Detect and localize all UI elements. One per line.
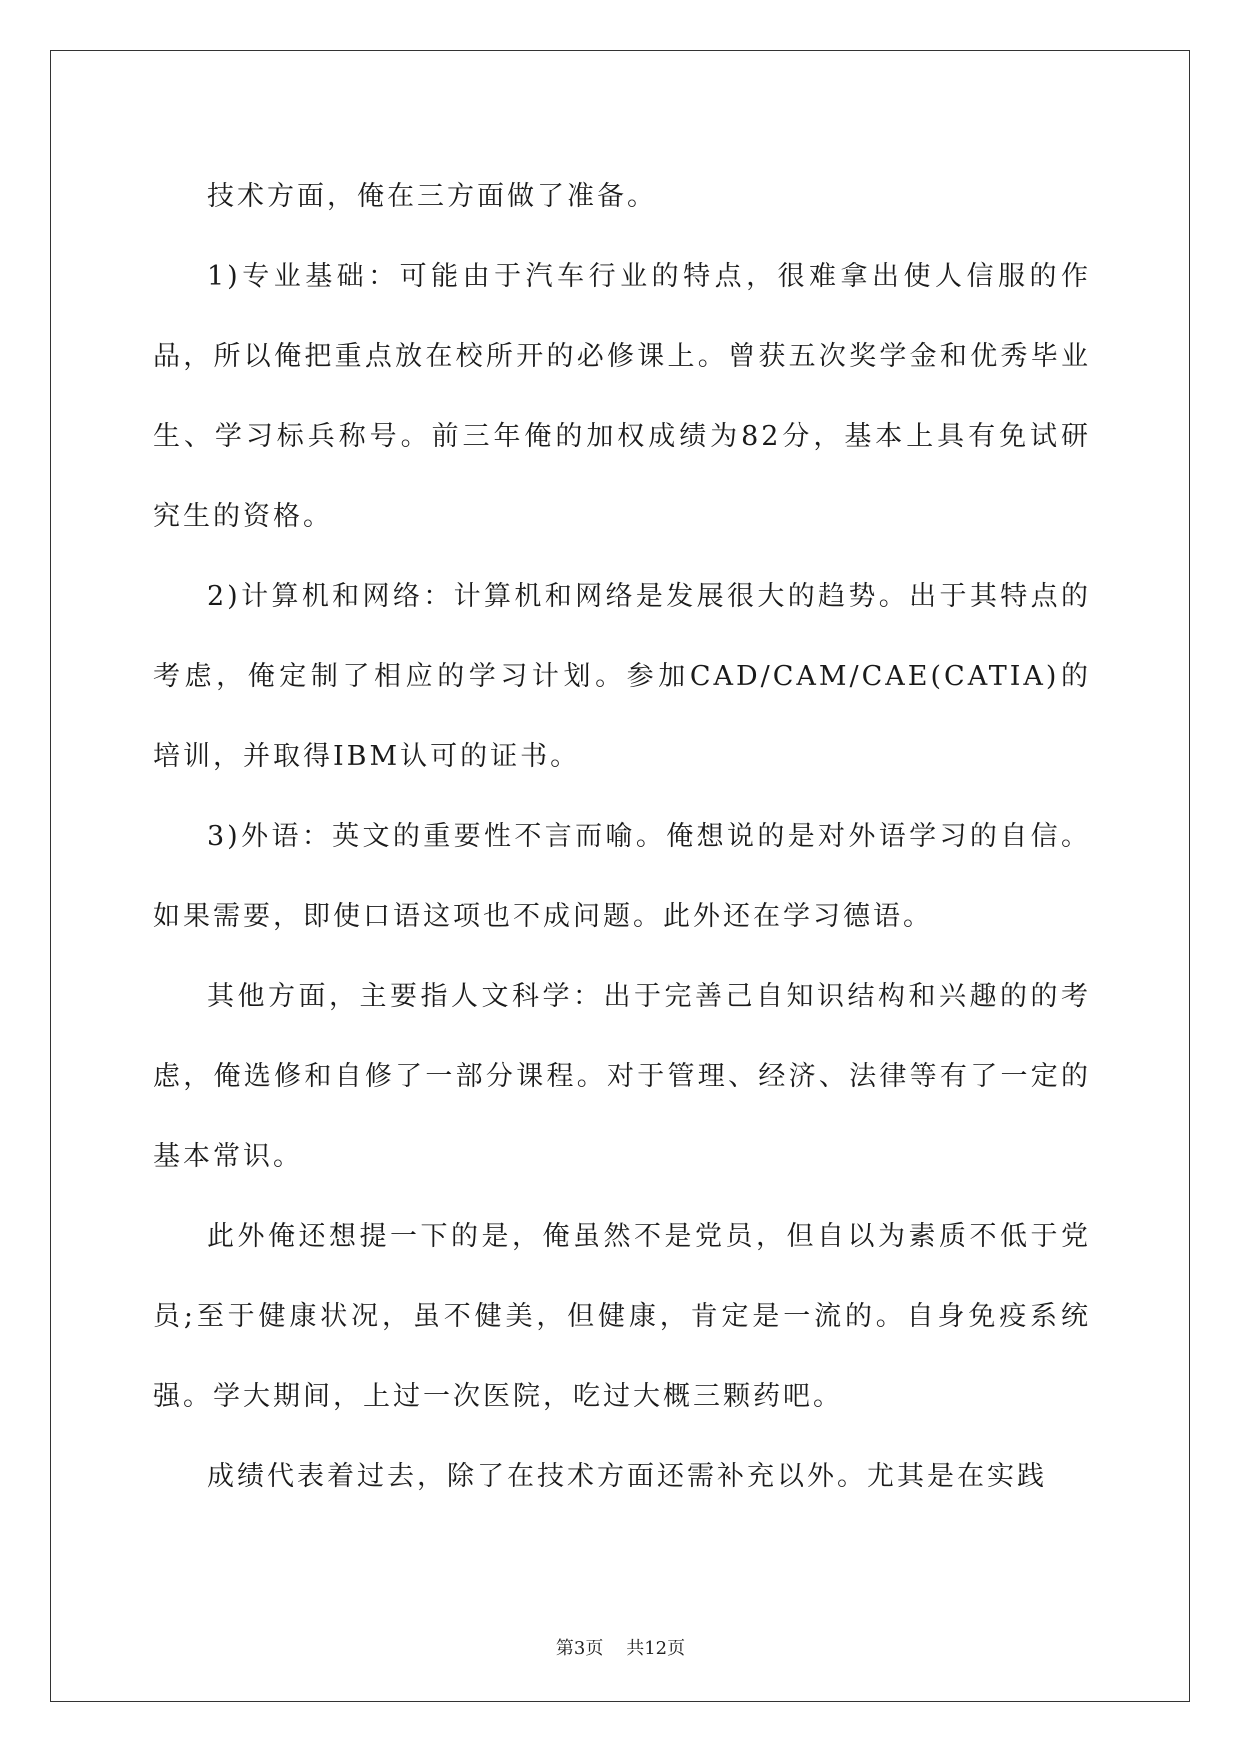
paragraph-computer-network: 2)计算机和网络：计算机和网络是发展很大的趋势。出于其特点的考虑，俺定制了相应的学习计划。参加CAD/CAM/CAE(CATIA)的培训，并取得IBM认可的证书。 xyxy=(153,581,1091,772)
paragraph-health: 此外俺还想提一下的是，俺虽然不是党员，但自以为素质不低于党员;至于健康状况，虽不健美，但健康，肯定是一流的。自身免疫系统强。学大期间，上过一次医院，吃过大概三颗药吧。 xyxy=(153,1221,1091,1412)
paragraph-humanities: 其他方面，主要指人文科学：出于完善己自知识结构和兴趣的的考虑，俺选修和自修了一部分课程。对于管理、经济、法律等有了一定的基本常识。 xyxy=(153,981,1091,1172)
page-total: 共12页 xyxy=(626,1638,686,1659)
paragraph-achievements: 成绩代表着过去，除了在技术方面还需补充以外。尤其是在实践 xyxy=(207,1461,1047,1492)
footer-gap xyxy=(603,1638,626,1659)
paragraph-tech-intro: 技术方面，俺在三方面做了准备。 xyxy=(207,181,657,212)
document-body xyxy=(153,157,1091,1517)
paragraph-professional-basics: 1)专业基础：可能由于汽车行业的特点，很难拿出使人信服的作品，所以俺把重点放在校所开的必修课上。曾获五次奖学金和优秀毕业生、学习标兵称号。前三年俺的加权成绩为82分，基本上具有免试研究生的资格。 xyxy=(153,261,1091,532)
page-footer xyxy=(0,1634,1241,1660)
page-number: 第3页 xyxy=(555,1638,604,1659)
paragraph-foreign-language: 3)外语：英文的重要性不言而喻。俺想说的是对外语学习的自信。如果需要，即使口语这项也不成问题。此外还在学习德语。 xyxy=(153,821,1091,932)
